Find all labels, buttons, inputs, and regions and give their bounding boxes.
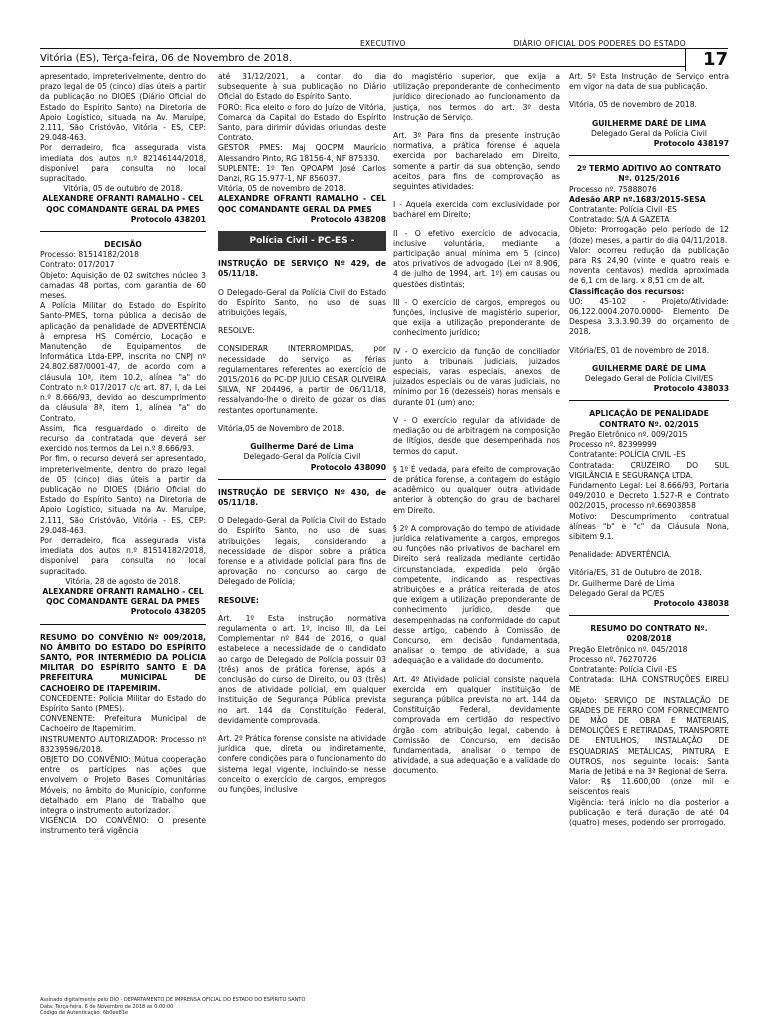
paragraph: Pregão Eletrônico nº. 045/2018: [569, 644, 688, 654]
notice-title: 2º TERMO ADITIVO AO CONTRATO Nº. 0125/2016: [576, 164, 722, 184]
column-1: [40, 72, 206, 837]
protocol-number: Protocolo 438208: [310, 214, 386, 224]
paragraph: O Delegado-Geral da Polícia Civil do Estado do Espírito Santo, no uso de suas atribuições legais,: [218, 287, 386, 318]
protocol-number: Protocolo 438197: [653, 139, 729, 149]
paragraph: Por derradeiro, fica assegurada vista imediata dos autos n.º 82146144/2018, disponível para consulta no local supracitado.: [40, 143, 206, 184]
protocol-number: Protocolo 438038: [653, 598, 729, 608]
paragraph: Art. 4º Atividade policial consiste naquela exercida em qualquer instituição de segurança pública prevista no art. 144 da Constituição Federal, devidamente comprovada em certidão do respectivo órgão com atribuição legal, cabendo à Comissão de Concurso, em decisão fundamentada, analisar o tempo de atividade, a sua adequação e a validade do documento.: [393, 674, 560, 776]
notice-title: INSTRUÇÃO DE SERVIÇO Nº 430, de 05/11/18.: [218, 487, 386, 507]
paragraph: Contratante: Polícia Civil -ES: [569, 664, 678, 674]
page-number: 17: [685, 49, 728, 71]
paragraph: V - O exercício regular da atividade de mediação ou de arbitragem na composição de litígios, desde que desempenhada nos termos do caput.: [393, 415, 560, 456]
dateline: Vitória, 05 de novembro de 2018.: [218, 184, 346, 194]
notice-title: RESUMO DO CONTRATO Nº. 0208/2018: [590, 624, 708, 644]
notice-title: INSTRUÇÃO DE SERVIÇO Nº 429, de 05/11/18.: [218, 259, 386, 279]
paragraph: Contrato: 017/2017: [40, 260, 115, 270]
paragraph: RESOLVE:: [218, 595, 259, 605]
paragraph: Processo: 81514182/2018: [40, 250, 139, 260]
footer-line: Código de Autenticação: 6b0ee81e: [40, 1010, 129, 1016]
signature: ALEXANDRE OFRANTI RAMALHO - CEL QOC COMANDANTE GERAL DA PMES: [42, 194, 204, 214]
paragraph: Contratante: POLÍCIA CIVIL -ES: [569, 450, 686, 460]
paragraph: apresentado, impreterivelmente, dentro do prazo legal de 05 (cinco) dias úteis a partir da publicação no DIOES (Diário Oficial do Estado do Espírito Santo) na Diretoria de Apoio Logístico, situada na Av. Maruípe, 2.111, São Cristóvão, Vitória - ES, CEP: 29.048-463.: [40, 72, 206, 143]
header-rule: [40, 48, 728, 49]
signature-name: GUILHERME DARÉ DE LIMA: [592, 118, 706, 128]
paragraph: RESOLVE:: [218, 326, 255, 336]
paragraph: Valor: R$ 11.600,00 (onze mil e seiscentos reais: [569, 777, 729, 797]
section-divider: [569, 400, 729, 401]
paragraph: § 2º A comprovação do tempo de atividade jurídica relativamente a cargos, empregos ou funções não privativos de bacharel em Direito será realizada mediante certidão circunstanciada, expedida pelo órgão competente, indicando as respectivas atribuições e a prática reiterada de atos que exigem a utilização preponderante de conhecimento jurídico, desde que desempenhadas na conformidade do caput desse artigo, cabendo à Comissão de Concurso, em decisão fundamentada, analisar o tempo de atividade, a sua adequação e a validade do documento.: [393, 523, 560, 666]
section-divider: [40, 231, 206, 232]
signature-title: Delegado-Geral da Polícia Civil: [243, 452, 361, 462]
protocol-number: Protocolo 438201: [130, 214, 206, 224]
header-subrule: [40, 66, 686, 67]
paragraph: I - Aquela exercida com exclusividade por bacharel em Direito;: [393, 200, 560, 220]
paragraph: Processo nº. 75888076: [569, 184, 657, 194]
paragraph: Fundamento Legal: Lei 8.666/93, Portaria 049/2010 e Decreto 1.527-R e Contrato 002/2015, processo nº.66903858: [569, 480, 729, 511]
paragraph: do magistério superior, que exija a utilização preponderante de conhecimento jurídico direcionado ao funcionamento da justiça, nos termos do art. 3º desta Instrução de Serviço.: [393, 72, 560, 122]
edition-date: Vitória (ES), Terça-feira, 06 de Novembro de 2018.: [40, 53, 293, 64]
signature: ALEXANDRE OFRANTI RAMALHO - CEL QOC COMANDANTE GERAL DA PMES: [42, 586, 204, 607]
paragraph: FORO: Fica eleito o foro do Juízo de Vitória, Comarca da Capital do Estado do Espírito Santo, para dirimir dúvidas oriundas deste Contrato.: [218, 102, 386, 143]
section-divider: [40, 624, 206, 625]
paragraph: § 1º É vedada, para efeito de comprovação de prática forense, a contagem do estágio acadêmico ou qualquer outra atividade anterior à obtenção do grau de bacharel em Direito.: [393, 464, 560, 515]
signature-title: Delegado Geral de Polícia Civil/ES: [584, 374, 714, 384]
paragraph: Art. 2º Prática forense consiste na atividade jurídica que, direta ou indiretamente, confere condições para o funcionamento do sistema legal vigente, incluindo-se nesse conceito o exercício de cargos, empregos ou funções, inclusive: [218, 733, 386, 794]
paragraph: Vigência: terá início no dia posterior a publicação e terá duração de até 04 (quatro) meses, podendo ser prorrogado.: [569, 797, 729, 827]
paragraph: Classificação dos recursos:: [569, 286, 685, 296]
paragraph: Pregão Eletrônico nº. 009/2015: [569, 429, 688, 439]
paragraph: VIGÊNCIA DO CONVÊNIO: O presente instrumento terá vigência: [40, 816, 206, 836]
paragraph: CONSIDERAR INTERROMPIDAS, por necessidade do serviço as férias regulamentares referentes ao exercício de 2015/2016 do PC-DP JULIO CESAR OLIVEIRA SILVA, NF 204496, a partir de 06/11/18, ressalvando-lhe o direito de gozar os dias restantes oportunamente.: [218, 344, 386, 415]
notice-title: APLICAÇÃO DE PENALIDADE CONTRATO Nº. 02/2015: [589, 409, 709, 429]
paragraph: Por derradeiro, fica assegurada vista imediata dos autos n.º 81514182/2018, disponível para consulta no local supracitado.: [40, 535, 206, 576]
dateline: Vitória, 05 de outubro de 2018.: [63, 184, 183, 194]
paragraph: Adesão ARP nº.1683/2015-SESA: [569, 194, 706, 204]
protocol-number: Protocolo 438090: [310, 462, 386, 472]
paragraph: Objeto: SERVIÇO DE INSTALAÇÃO DE GRADES DE FERRO COM FORNECIMENTO DE MÃO DE OBRA E MATERIAIS, DEMOLIÇÕES E RETIRADAS, TRANSPORTE DE ENTULHOS, INSTALAÇÃO DE ESQUADRIAS METÁLICAS, PINTURA E OUTROS, nos seguinte locais: Santa Maria de Jetibá e na 3ª Regional de Serra.: [569, 695, 729, 776]
protocol-number: Protocolo 438033: [653, 384, 729, 394]
paragraph: IV - O exercício da função de conciliador junto a tribunais judiciais, juizados especiais, varas especiais, anexos de juizados especiais ou de varas judiciais, no mínimo por 16 (dezesseis) horas mensais e durante 01 (um) ano;: [393, 346, 560, 407]
paragraph: Contratado: S/A A GAZETA: [569, 215, 670, 225]
paragraph: INSTRUMENTO AUTORIZADOR: Processo nº 83239596/2018.: [40, 734, 206, 754]
paragraph: Objeto: Aquisição de 02 switches núcleo 3 camadas 48 portas, com garantia de 60 meses.: [40, 270, 206, 301]
paragraph: SUPLENTE: 1º Ten QPOAPM José Carlos Danzi, RG 15.977-1, NF 856037.: [218, 163, 386, 184]
signature-name: Guilherme Daré de Lima: [250, 442, 354, 452]
paragraph: Contratante: Polícia Civil -ES: [569, 205, 678, 215]
signature-name: Dr. Guilherme Daré de Lima: [569, 578, 675, 588]
signature-name: GUILHERME DARÉ DE LIMA: [592, 363, 706, 373]
paragraph: Por fim, o recurso deverá ser apresentado, impreterivelmente, dentro do prazo legal de 05 (cinco) dias úteis a partir da publicação no DIOES (Diário Oficial do Estado do Espírito Santo) na Diretoria de Apoio Logístico, situada na Av. Maruípe, 2.111, São Cristóvão, Vitória - ES, CEP: 29.048-463.: [40, 454, 206, 535]
dateline: Vitória, 05 de novembro de 2018.: [569, 100, 697, 110]
dateline: Vitória/ES, 31 de Outubro de 2018.: [569, 568, 702, 578]
signature-title: Delegado Geral da PC/ES: [569, 588, 665, 598]
notice-title: RESUMO DO CONVÊNIO Nº 009/2018, NO ÂMBITO DO ESTADO DO ESPÍRITO SANTO, POR INTERMÉDIO DA POLÍCIA MILITAR DO ESPÍRITO SANTO E DA PREFEITURA MUNICIPAL DE CACHOEIRO DE ITAPEMIRIM.: [40, 632, 206, 693]
column-3: [393, 72, 560, 777]
column-4: [569, 72, 729, 828]
paragraph: Motivo: Descumprimento contratual alíneas "b" e "c" da Cláusula Nona, sibitem 9.1.: [569, 511, 729, 541]
paragraph: Art. 3º Para fins da presente instrução normativa, a prática forense é aquela exercida por bacharelado em Direito, somente a partir da sua obtenção, sendo aceitos para fins de comprovação as seguintes atividades:: [393, 131, 560, 192]
protocol-number: Protocolo 438205: [130, 607, 206, 617]
paragraph: CONVENENTE: Prefeitura Municipal de Cachoeiro de Itapemirim.: [40, 714, 206, 734]
section-divider: [569, 615, 729, 616]
signature: ALEXANDRE OFRANTI RAMALHO - CEL QOC COMANDANTE GERAL DA PMES: [218, 194, 386, 214]
dateline: Vitória/ES, 01 de novembro de 2018.: [569, 345, 710, 355]
paragraph: Assim, fica resguardado o direito de recurso da contratada que deverá ser exercido nos termos da Lei n.º 8.666/93.: [40, 423, 206, 454]
dateline: Vitória,05 de Novembro de 2018.: [218, 423, 345, 433]
notice-title: DECISÃO: [104, 240, 142, 250]
signature-title: Delegado Geral da Polícia Civil: [590, 128, 708, 138]
paragraph: Objeto: Prorrogação pelo período de 12 (doze) meses, a partir do dia 04/11/2018.: [569, 225, 729, 245]
paragraph: UO: 45-102 - Projeto/Atividade: 06.122.0004.2070.0000- Elemento De Despesa 3.3.3.90.39 do orçamento de 2018.: [569, 296, 729, 337]
section-label: EXECUTIVO: [360, 39, 406, 48]
paragraph: III - O exercício de cargos, empregos ou funções, inclusive de magistério superior, que exija a utilização preponderante de conhecimento jurídico;: [393, 297, 560, 338]
section-divider: [569, 155, 729, 156]
paragraph: Penalidade: ADVERTÊNCIA.: [569, 550, 672, 560]
paragraph: GESTOR PMES: Maj QOCPM Maurício Alessandro Pinto, RG 18156-4, NF 875330.: [218, 143, 386, 163]
column-2: [218, 72, 386, 795]
publication-name: DIÁRIO OFICIAL DOS PODERES DO ESTADO: [513, 39, 686, 48]
paragraph: Art. 5º Esta Instrução de Serviço entra em vigor na data de sua publicação.: [569, 72, 729, 92]
paragraph: até 31/12/2021, a contar do dia subsequente à sua publicação no Diário Oficial do Estado do Espírito Santo.: [218, 72, 386, 102]
paragraph: II - O efetivo exercício de advocacia, inclusive voluntária, mediante a participação anual mínima em 5 (cinco) atos privativos de advogado (Lei nº 8.906, 4 de julho de 1994, art. 1º) em causas ou questões distintas;: [393, 228, 560, 289]
footer-line: Assinado digitalmente pelo DIO - DEPARTAMENTO DE IMPRENSA OFICIAL DO ESTADO DO ESPÍRITO SANTO: [40, 997, 306, 1003]
paragraph: Contratada: ILHA CONSTRUÇÕES EIRELI ME: [569, 675, 729, 695]
section-divider: [218, 479, 386, 480]
paragraph: Processo nº. 76270726: [569, 654, 657, 664]
paragraph: Valor: ocorreu redução da publicação para R$ 24,90 (vinte e quatro reais e noventa centavos) medida aproximada de 6,1 cm de larg. x 8,51 cm de alt.: [569, 245, 729, 286]
digital-signature-footer: [40, 997, 305, 1017]
footer-line: Data: Terça-feira, 6 de Novembro de 2018 às 0:00:00: [40, 1003, 174, 1010]
paragraph: Contratada: CRUZEIRO DO SUL VIGILÂNCIA E SEGURANÇA LTDA.: [569, 460, 729, 480]
paragraph: Art. 1º Esta instrução normativa regulamenta o art. 1º, inciso III, da Lei Complementar nº 844 de 2016, o qual estabelece a necessidade de o candidato ao cargo de Delegado de Polícia possuir 03 (três) anos de prática forense, após a conclusão do curso de Direito, ou 03 (três) anos de atividade policial, em qualquer Instituição de Segurança Pública prevista no art. 144 da Constituição Federal, devidamente comprovada.: [218, 613, 386, 725]
section-band-policia-civil: Polícia Civil - PC-ES -: [218, 231, 386, 251]
paragraph: O Delegado-Geral da Polícia Civil do Estado do Espírito Santo, no uso de suas atribuições legais, considerando a necessidade de dispor sobre a prática forense e a atividade policial para fins de aprovação no concurso ao cargo de Delegado de Polícia;: [218, 516, 386, 587]
paragraph: OBJETO DO CONVÊNIO: Mútua cooperação entre os partícipes nas ações que envolvem o Projeto Bases Comunitárias Móveis, no âmbito do Município, conforme detalhado em Plano de Trabalho que integra o instrumento autorizador.: [40, 755, 206, 816]
paragraph: A Polícia Militar do Estado do Espírito Santo-PMES, torna pública a decisão de aplicação da penalidade de ADVERTÊNCIA à empresa HS Comércio, Locação e Manutenção de Equipamentos de Informática Ltda-EPP, inscrita no CNPJ nº 24.802.687/0001-47, de acordo com a cláusula 10ª, item 10.2, alínea "a" do Contrato n.º 017/2017 c/c art. 87, I, da Lei n.º 8.666/93, devido ao descumprimento da cláusula 8ª, item 1, alínea "a" do Contrato.: [40, 301, 206, 423]
paragraph: CONCEDENTE: Polícia Militar do Estado do Espírito Santo (PMES).: [40, 693, 206, 713]
dateline: Vitória, 28 de agosto de 2018.: [65, 576, 181, 586]
paragraph: Processo nº. 82399999: [569, 440, 657, 450]
